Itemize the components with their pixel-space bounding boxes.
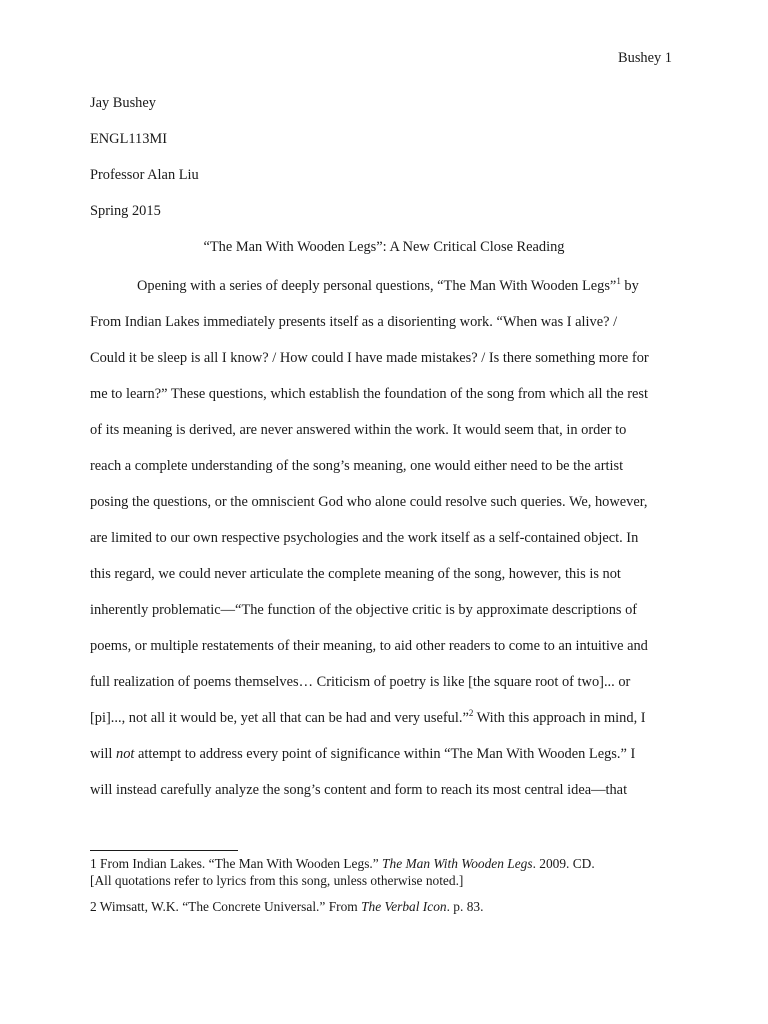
line-text: [pi]..., not all it would be, yet all that can be had and very useful.” <box>90 710 469 726</box>
essay-title: “The Man With Wooden Legs”: A New Critical Close Reading <box>203 239 565 255</box>
line-text: will <box>90 746 116 762</box>
footnotes <box>90 855 678 924</box>
footnote-text: 2 Wimsatt, W.K. “The Concrete Universal.” From <box>90 899 362 914</box>
footnote-text: . p. 83. <box>446 899 484 914</box>
author-name: Jay Bushey <box>90 95 156 111</box>
paragraph-line <box>90 708 678 744</box>
paragraph-line: poems, or multiple restatements of their meaning, to aid other readers to come to an intuitive and <box>90 638 648 654</box>
footnote-2 <box>90 898 678 915</box>
paragraph-line <box>90 744 678 780</box>
footnote-1 <box>90 855 678 889</box>
body-paragraph <box>90 276 678 816</box>
footnote-italic: The Man With Wooden Legs <box>382 856 533 871</box>
footnote-italic: The Verbal Icon <box>361 899 447 914</box>
footnote-ref-2: 2 <box>468 708 474 718</box>
footnote-text: [All quotations refer to lyrics from this song, unless otherwise noted.] <box>90 873 464 888</box>
emphasis-text: not <box>116 746 135 762</box>
paragraph-line: full realization of poems themselves… Criticism of poetry is like [the square root of two]... or <box>90 674 631 690</box>
paragraph-line: inherently problematic—“The function of the objective critic is by approximate descriptions of <box>90 602 638 618</box>
line-text: attempt to address every point of significance within “The Man With Wooden Legs.” I <box>134 746 636 762</box>
paragraph-line: this regard, we could never articulate the complete meaning of the song, however, this is not <box>90 566 621 582</box>
running-head: Bushey 1 <box>618 50 672 66</box>
paragraph-line: reach a complete understanding of the song’s meaning, one would either need to be the artist <box>90 458 624 474</box>
line-text: by <box>620 278 639 294</box>
footnote-ref-1: 1 <box>616 276 621 286</box>
paragraph-line: posing the questions, or the omniscient God who alone could resolve such queries. We, however, <box>90 494 648 510</box>
term-date: Spring 2015 <box>90 203 161 219</box>
paragraph-line: are limited to our own respective psychologies and the work itself as a self-contained object. In <box>90 530 639 546</box>
line-text: Opening with a series of deeply personal questions, “The Man With Wooden Legs” <box>137 278 617 294</box>
paragraph-line: will instead carefully analyze the song’s content and form to reach its most central idea—that <box>90 782 628 798</box>
course-code: ENGL113MI <box>90 131 168 147</box>
paragraph-line: Could it be sleep is all I know? / How could I have made mistakes? / Is there something more for <box>90 350 649 366</box>
heading-block <box>90 93 678 237</box>
paragraph-line: From Indian Lakes immediately presents itself as a disorienting work. “When was I alive? / <box>90 314 618 330</box>
professor-name: Professor Alan Liu <box>90 167 199 183</box>
footnote-separator <box>90 850 238 851</box>
paragraph-line <box>90 276 678 312</box>
paragraph-line: of its meaning is derived, are never answered within the work. It would seem that, in order to <box>90 422 627 438</box>
line-text: With this approach in mind, I <box>473 710 646 726</box>
footnote-text: . 2009. CD. <box>532 856 595 871</box>
footnote-text: 1 From Indian Lakes. “The Man With Wooden Legs.” <box>90 856 383 871</box>
paragraph-line: me to learn?” These questions, which establish the foundation of the song from which all the rest <box>90 386 649 402</box>
